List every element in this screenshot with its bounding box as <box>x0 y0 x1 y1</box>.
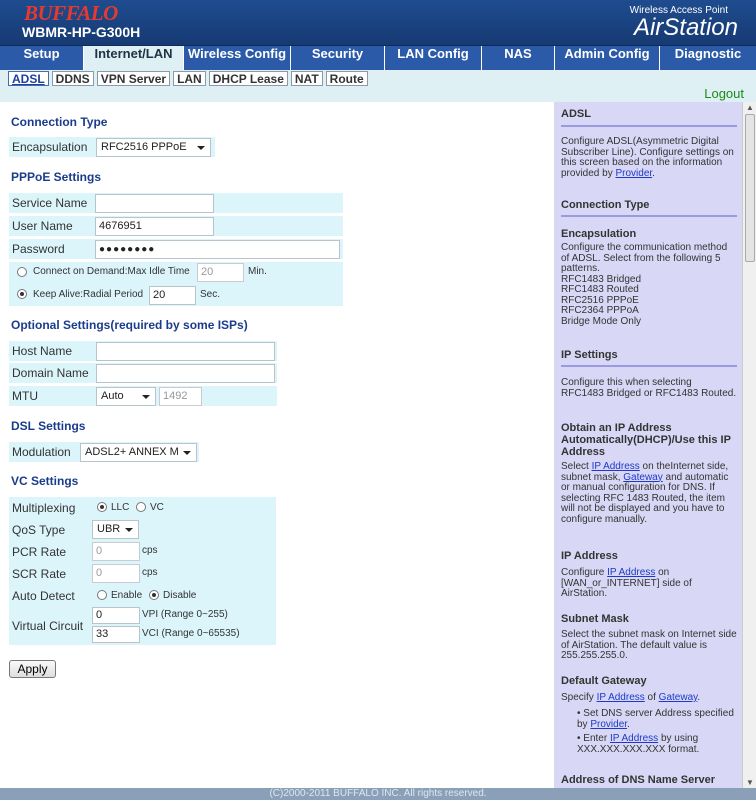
host-name-label: Host Name <box>9 341 91 361</box>
help-link-provider[interactable]: Provider <box>615 167 653 179</box>
host-name-input[interactable] <box>96 342 275 361</box>
tab-setup[interactable]: Setup <box>0 46 84 70</box>
auto-detect-enable-label: Enable <box>111 590 143 601</box>
help-link-ip-address-4[interactable]: IP Address <box>609 733 659 744</box>
help-heading-dns: Address of DNS Name Server <box>561 774 716 786</box>
subtab-dhcp-lease[interactable]: DHCP Lease <box>209 71 288 86</box>
help-text-default-gateway: Specify IP Address of Gateway. <box>561 692 701 703</box>
domain-name-label: Domain Name <box>9 363 91 383</box>
service-name-input[interactable] <box>95 194 214 213</box>
scr-rate-input[interactable]: 0 <box>92 564 140 583</box>
help-link-ip-address-2[interactable]: IP Address <box>607 567 656 578</box>
help-scrollbar[interactable] <box>742 102 756 790</box>
section-vc: VC Settings <box>11 474 79 488</box>
user-name-input[interactable]: 4676951 <box>95 217 214 236</box>
logout-link[interactable]: Logout <box>704 86 744 101</box>
mux-vc-label: VC <box>150 502 164 513</box>
subtab-route[interactable]: Route <box>326 71 368 86</box>
help-link-ip-address-3[interactable]: IP Address <box>596 692 645 703</box>
sub-nav-bar <box>0 70 756 102</box>
subtab-ddns[interactable]: DDNS <box>52 71 94 86</box>
encapsulation-select[interactable]: RFC2516 PPPoE <box>96 138 211 157</box>
help-divider <box>561 365 737 367</box>
mtu-mode-select[interactable]: Auto <box>96 387 156 406</box>
pcr-rate-input[interactable]: 0 <box>92 542 140 561</box>
mtu-value-input[interactable]: 1492 <box>159 387 202 406</box>
help-panel <box>554 102 742 790</box>
section-connection-type: Connection Type <box>11 115 108 129</box>
help-link-ip-address[interactable]: IP Address <box>591 461 640 472</box>
scroll-up-arrow-icon[interactable]: ▲ <box>746 103 754 112</box>
help-heading-encapsulation: Encapsulation <box>561 228 637 240</box>
tab-internet-lan[interactable]: Internet/LAN <box>84 46 184 70</box>
modulation-select[interactable]: ADSL2+ ANNEX M <box>80 443 197 462</box>
help-text-subnet-mask: Select the subnet mask on Internet side of AirStation. The default value is 255.255.255.0. <box>561 629 737 661</box>
pcr-rate-label: PCR Rate <box>9 542 91 562</box>
help-bullet-dns: • Set DNS server Address specified by Provider. <box>577 708 734 730</box>
scr-rate-unit: cps <box>142 567 158 578</box>
idle-time-input[interactable]: 20 <box>197 263 244 282</box>
model-name: WBMR-HP-G300H <box>22 24 141 40</box>
scr-rate-label: SCR Rate <box>9 564 91 584</box>
help-heading-obtain-ip: Obtain an IP Address Automatically(DHCP)/Use this IP Address <box>561 422 731 458</box>
scrollbar-thumb[interactable] <box>745 114 755 262</box>
help-text-obtain-ip: Select IP Address on theInternet side, subnet mask, Gateway and automatic or manual configuration for DNS. If selecting RFC 1483 Routed, the item will not be displayed and you have to configure manually. <box>561 461 729 525</box>
password-label: Password <box>9 239 91 259</box>
tab-lan-config[interactable]: LAN Config <box>385 46 482 70</box>
radial-period-input[interactable]: 20 <box>149 286 196 305</box>
help-divider <box>561 125 737 127</box>
help-bullet-enter-ip: • Enter IP Address by using XXX.XXX.XXX.XXX format. <box>577 733 700 755</box>
virtual-circuit-label: Virtual Circuit <box>9 607 91 645</box>
help-divider <box>561 215 737 217</box>
mux-vc-radio[interactable] <box>136 502 146 512</box>
auto-detect-enable-radio[interactable] <box>97 590 107 600</box>
subtab-nat[interactable]: NAT <box>291 71 323 86</box>
section-optional: Optional Settings(required by some ISPs) <box>11 318 248 332</box>
help-text-adsl: Configure ADSL(Asymmetric Digital Subscriber Line). Configure settings on this screen based on the information provided by Provider. <box>561 136 734 179</box>
auto-detect-disable-label: Disable <box>163 590 197 601</box>
help-heading-adsl: ADSL <box>561 108 591 120</box>
qos-type-select[interactable]: UBR <box>92 520 139 539</box>
settings-form <box>0 102 554 788</box>
help-text-ip-address: Configure IP Address on [WAN_or_INTERNET] side of AirStation. <box>561 567 692 599</box>
help-heading-connection: Connection Type <box>561 199 650 211</box>
tab-admin-config[interactable]: Admin Config <box>555 46 660 70</box>
help-heading-subnet-mask: Subnet Mask <box>561 613 629 625</box>
user-name-label: User Name <box>9 216 91 236</box>
scroll-down-arrow-icon[interactable]: ▼ <box>746 778 754 787</box>
connect-on-demand-label: Connect on Demand:Max Idle Time <box>33 266 190 277</box>
tab-wireless-config[interactable]: Wireless Config <box>184 46 291 70</box>
help-link-gateway-2[interactable]: Gateway <box>658 692 698 703</box>
vci-input[interactable]: 33 <box>92 626 140 643</box>
tab-diagnostic[interactable]: Diagnostic <box>674 46 742 61</box>
keep-alive-label: Keep Alive:Radial Period <box>33 289 144 300</box>
help-text-ip-settings: Configure this when selecting RFC1483 Bridged or RFC1483 Routed. <box>561 377 737 399</box>
help-link-provider-2[interactable]: Provider <box>590 718 628 730</box>
product-name: AirStation <box>633 14 738 41</box>
encapsulation-label: Encapsulation <box>9 137 91 157</box>
vpi-input[interactable]: 0 <box>92 607 140 624</box>
keep-alive-radio[interactable] <box>17 289 27 299</box>
vpi-range-label: VPI (Range 0~255) <box>142 609 228 620</box>
mtu-label: MTU <box>9 386 91 406</box>
vci-range-label: VCI (Range 0~65535) <box>142 628 240 639</box>
subtab-vpn-server[interactable]: VPN Server <box>97 71 170 86</box>
footer-copyright: (C)2000-2011 BUFFALO INC. All rights reserved. <box>0 788 756 800</box>
brand-logo: BUFFALO <box>24 1 118 25</box>
idle-time-unit: Min. <box>248 266 267 277</box>
section-dsl: DSL Settings <box>11 419 86 433</box>
help-heading-ip-address: IP Address <box>561 550 618 562</box>
connect-on-demand-radio[interactable] <box>17 267 27 277</box>
password-input[interactable]: ●●●●●●●● <box>95 240 340 259</box>
auto-detect-label: Auto Detect <box>9 586 91 606</box>
apply-button[interactable]: Apply <box>9 660 56 678</box>
subtab-lan[interactable]: LAN <box>173 71 206 86</box>
help-heading-default-gateway: Default Gateway <box>561 675 647 687</box>
product-line: Wireless Access Point <box>629 5 728 16</box>
mux-llc-radio[interactable] <box>97 502 107 512</box>
section-pppoe: PPPoE Settings <box>11 170 102 184</box>
domain-name-input[interactable] <box>96 364 275 383</box>
pcr-rate-unit: cps <box>142 545 158 556</box>
mux-llc-label: LLC <box>111 502 130 513</box>
multiplexing-label: Multiplexing <box>9 498 91 518</box>
tab-security[interactable]: Security <box>291 46 385 70</box>
modulation-label: Modulation <box>9 442 77 462</box>
help-link-gateway[interactable]: Gateway <box>623 471 663 483</box>
help-heading-ip-settings: IP Settings <box>561 349 618 361</box>
qos-type-label: QoS Type <box>9 520 91 540</box>
radial-period-unit: Sec. <box>200 289 221 300</box>
tab-nas[interactable]: NAS <box>482 46 555 70</box>
auto-detect-disable-radio[interactable] <box>149 590 159 600</box>
service-name-label: Service Name <box>9 193 91 213</box>
help-text-encapsulation: Configure the communication method of ADSL. Select from the following 5 patterns. RFC1483 Bridged RFC1483 Routed RFC2516 PPPoE RFC2364 PPPoA Bridge Mode Only <box>561 242 728 327</box>
subtab-adsl[interactable]: ADSL <box>8 71 49 86</box>
header-banner <box>0 0 756 46</box>
main-nav <box>0 46 756 70</box>
